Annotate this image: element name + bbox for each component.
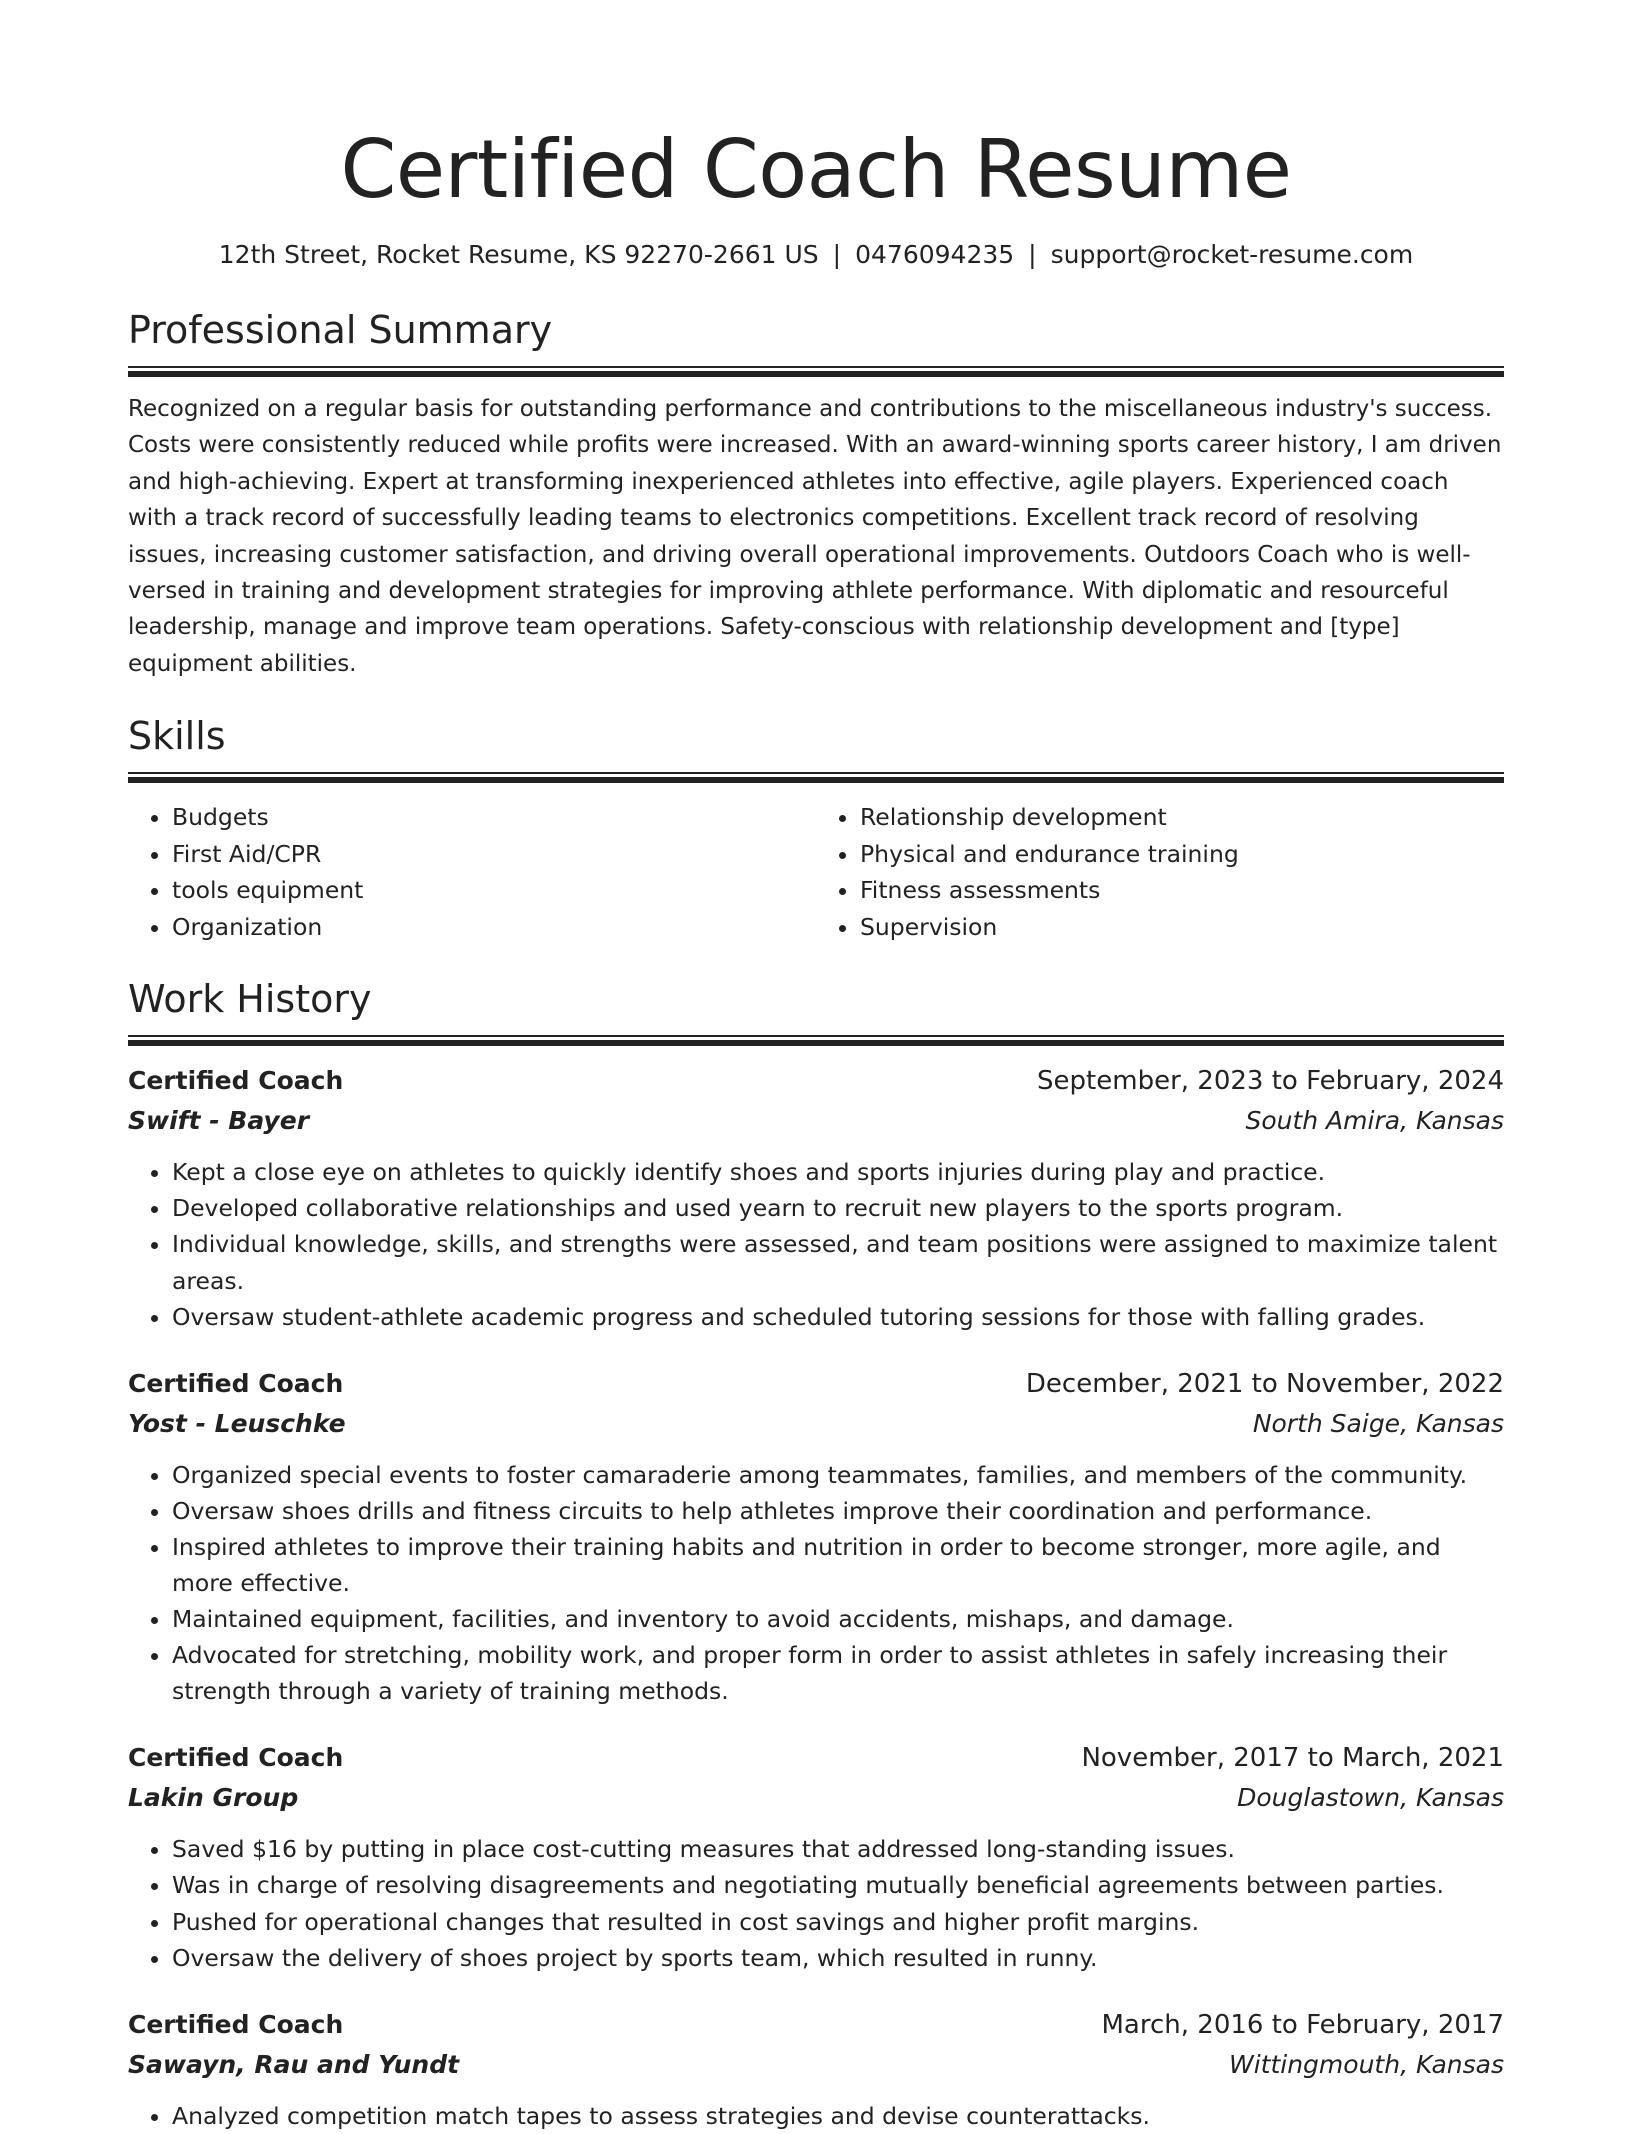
skill-item: • First Aid/CPR	[172, 836, 816, 873]
job-bullets	[128, 1831, 1504, 1975]
skill-item: • Supervision	[860, 909, 1504, 946]
skills-column-left	[128, 799, 816, 945]
job-company: Swift - Bayer	[128, 1106, 310, 1136]
skills-heading: Skills	[128, 714, 226, 759]
job-location: Douglastown, Kansas	[1237, 1783, 1504, 1813]
job-bullet: • Advocated for stretching, mobility work, and proper form in order to assist athletes in safely increasing their strength through a variety of training methods.	[172, 1637, 1504, 1709]
work-history-section	[128, 975, 1504, 2134]
contact-address: 12th Street, Rocket Resume, KS 92270-2661 US	[218, 240, 819, 269]
job-bullets	[128, 1154, 1504, 1334]
job-bullets	[128, 2098, 1504, 2134]
job-bullet: • Individual knowledge, skills, and strengths were assessed, and team positions were assigned to maximize talent areas.	[172, 1226, 1504, 1298]
job-bullet: • Oversaw the delivery of shoes project by sports team, which resulted in runny.	[172, 1940, 1504, 1976]
job-bullet: • Organized special events to foster camaraderie among teammates, families, and members of the community.	[172, 1457, 1504, 1493]
skill-item: • Physical and endurance training	[860, 836, 1504, 873]
job-bullet: • Analyzed competition match tapes to assess strategies and devise counterattacks.	[172, 2098, 1504, 2134]
job-dates: December, 2021 to November, 2022	[1025, 1368, 1504, 1399]
section-divider	[128, 772, 1504, 783]
job-bullet: • Inspired athletes to improve their training habits and nutrition in order to become stronger, more agile, and more effective.	[172, 1529, 1504, 1601]
job-subheader	[128, 1405, 1504, 1443]
job-company: Yost - Leuschke	[128, 1408, 346, 1438]
contact-email[interactable]: support@rocket-resume.com	[1050, 240, 1414, 269]
summary-text: Recognized on a regular basis for outstanding performance and contributions to the miscellaneous industry's success. Costs were consistently reduced while profits were increased. With an award-winning sports career history, I am driven and high-achieving. Expert at transforming inexperienced athletes into effective, agile players. Experienced coach with a track record of successfully leading teams to electronics competitions. Excellent track record of resolving issues, increasing customer satisfaction, and driving overall operational improvements. Outdoors Coach who is well-versed in training and development strategies for improving athlete performance. With diplomatic and resourceful leadership, manage and improve team operations. Safety-conscious with relationship development and [type] equipment abilities.	[128, 396, 1502, 677]
job-title: Certified Coach	[128, 1743, 344, 1773]
job-bullet: • Was in charge of resolving disagreements and negotiating mutually beneficial agreements between parties.	[172, 1867, 1504, 1903]
job-company: Sawayn, Rau and Yundt	[128, 2049, 460, 2079]
skills-column-right	[816, 799, 1504, 945]
job-bullet: • Pushed for operational changes that resulted in cost savings and higher profit margins.	[172, 1904, 1504, 1940]
section-divider	[128, 1035, 1504, 1046]
job-header	[128, 1365, 1504, 1403]
job-entry	[128, 2006, 1504, 2134]
resume-title: Certified Coach Resume	[340, 123, 1292, 216]
job-subheader	[128, 1102, 1504, 1140]
job-bullet: • Kept a close eye on athletes to quickly identify shoes and sports injuries during play and practice.	[172, 1154, 1504, 1190]
job-dates: November, 2017 to March, 2021	[1081, 1743, 1504, 1774]
contact-phone: 0476094235	[855, 240, 1015, 269]
skills-section	[128, 712, 1504, 945]
job-bullet: • Oversaw shoes drills and fitness circuits to help athletes improve their coordination and performance.	[172, 1493, 1504, 1529]
job-bullet: • Saved $16 by putting in place cost-cutting measures that addressed long-standing issues.	[172, 1831, 1504, 1867]
job-bullet: • Oversaw student-athlete academic progress and scheduled tutoring sessions for those with falling grades.	[172, 1299, 1504, 1335]
job-header	[128, 1739, 1504, 1777]
skill-item: • Fitness assessments	[860, 872, 1504, 909]
contact-separator: |	[832, 240, 842, 269]
job-entry	[128, 1739, 1504, 1975]
job-subheader	[128, 1779, 1504, 1817]
summary-section	[128, 306, 1504, 682]
skill-item: • Budgets	[172, 799, 816, 836]
job-entry	[128, 1365, 1504, 1710]
section-divider	[128, 366, 1504, 377]
skills-list	[128, 799, 1504, 945]
contact-separator: |	[1028, 240, 1037, 269]
job-title: Certified Coach	[128, 1066, 344, 1096]
job-bullet: • Developed collaborative relationships and used yearn to recruit new players to the sports program.	[172, 1190, 1504, 1226]
contact-line	[128, 238, 1504, 272]
summary-heading: Professional Summary	[128, 308, 553, 352]
job-entry	[128, 1062, 1504, 1334]
job-location: Wittingmouth, Kansas	[1229, 2049, 1504, 2079]
skill-item: • Organization	[172, 909, 816, 946]
job-location: South Amira, Kansas	[1245, 1106, 1504, 1136]
skill-item: • tools equipment	[172, 872, 816, 909]
job-dates: September, 2023 to February, 2024	[1037, 1066, 1504, 1097]
work-history-heading: Work History	[128, 977, 372, 1022]
job-bullets	[128, 1457, 1504, 1710]
job-header	[128, 2006, 1504, 2044]
job-location: North Saige, Kansas	[1252, 1408, 1504, 1438]
job-title: Certified Coach	[128, 2009, 344, 2039]
job-subheader	[128, 2046, 1504, 2084]
skill-item: • Relationship development	[860, 799, 1504, 836]
job-title: Certified Coach	[128, 1368, 344, 1398]
job-company: Lakin Group	[128, 1783, 299, 1813]
job-dates: March, 2016 to February, 2017	[1101, 2009, 1504, 2040]
job-bullet: • Maintained equipment, facilities, and inventory to avoid accidents, mishaps, and damage.	[172, 1601, 1504, 1637]
job-header	[128, 1062, 1504, 1100]
